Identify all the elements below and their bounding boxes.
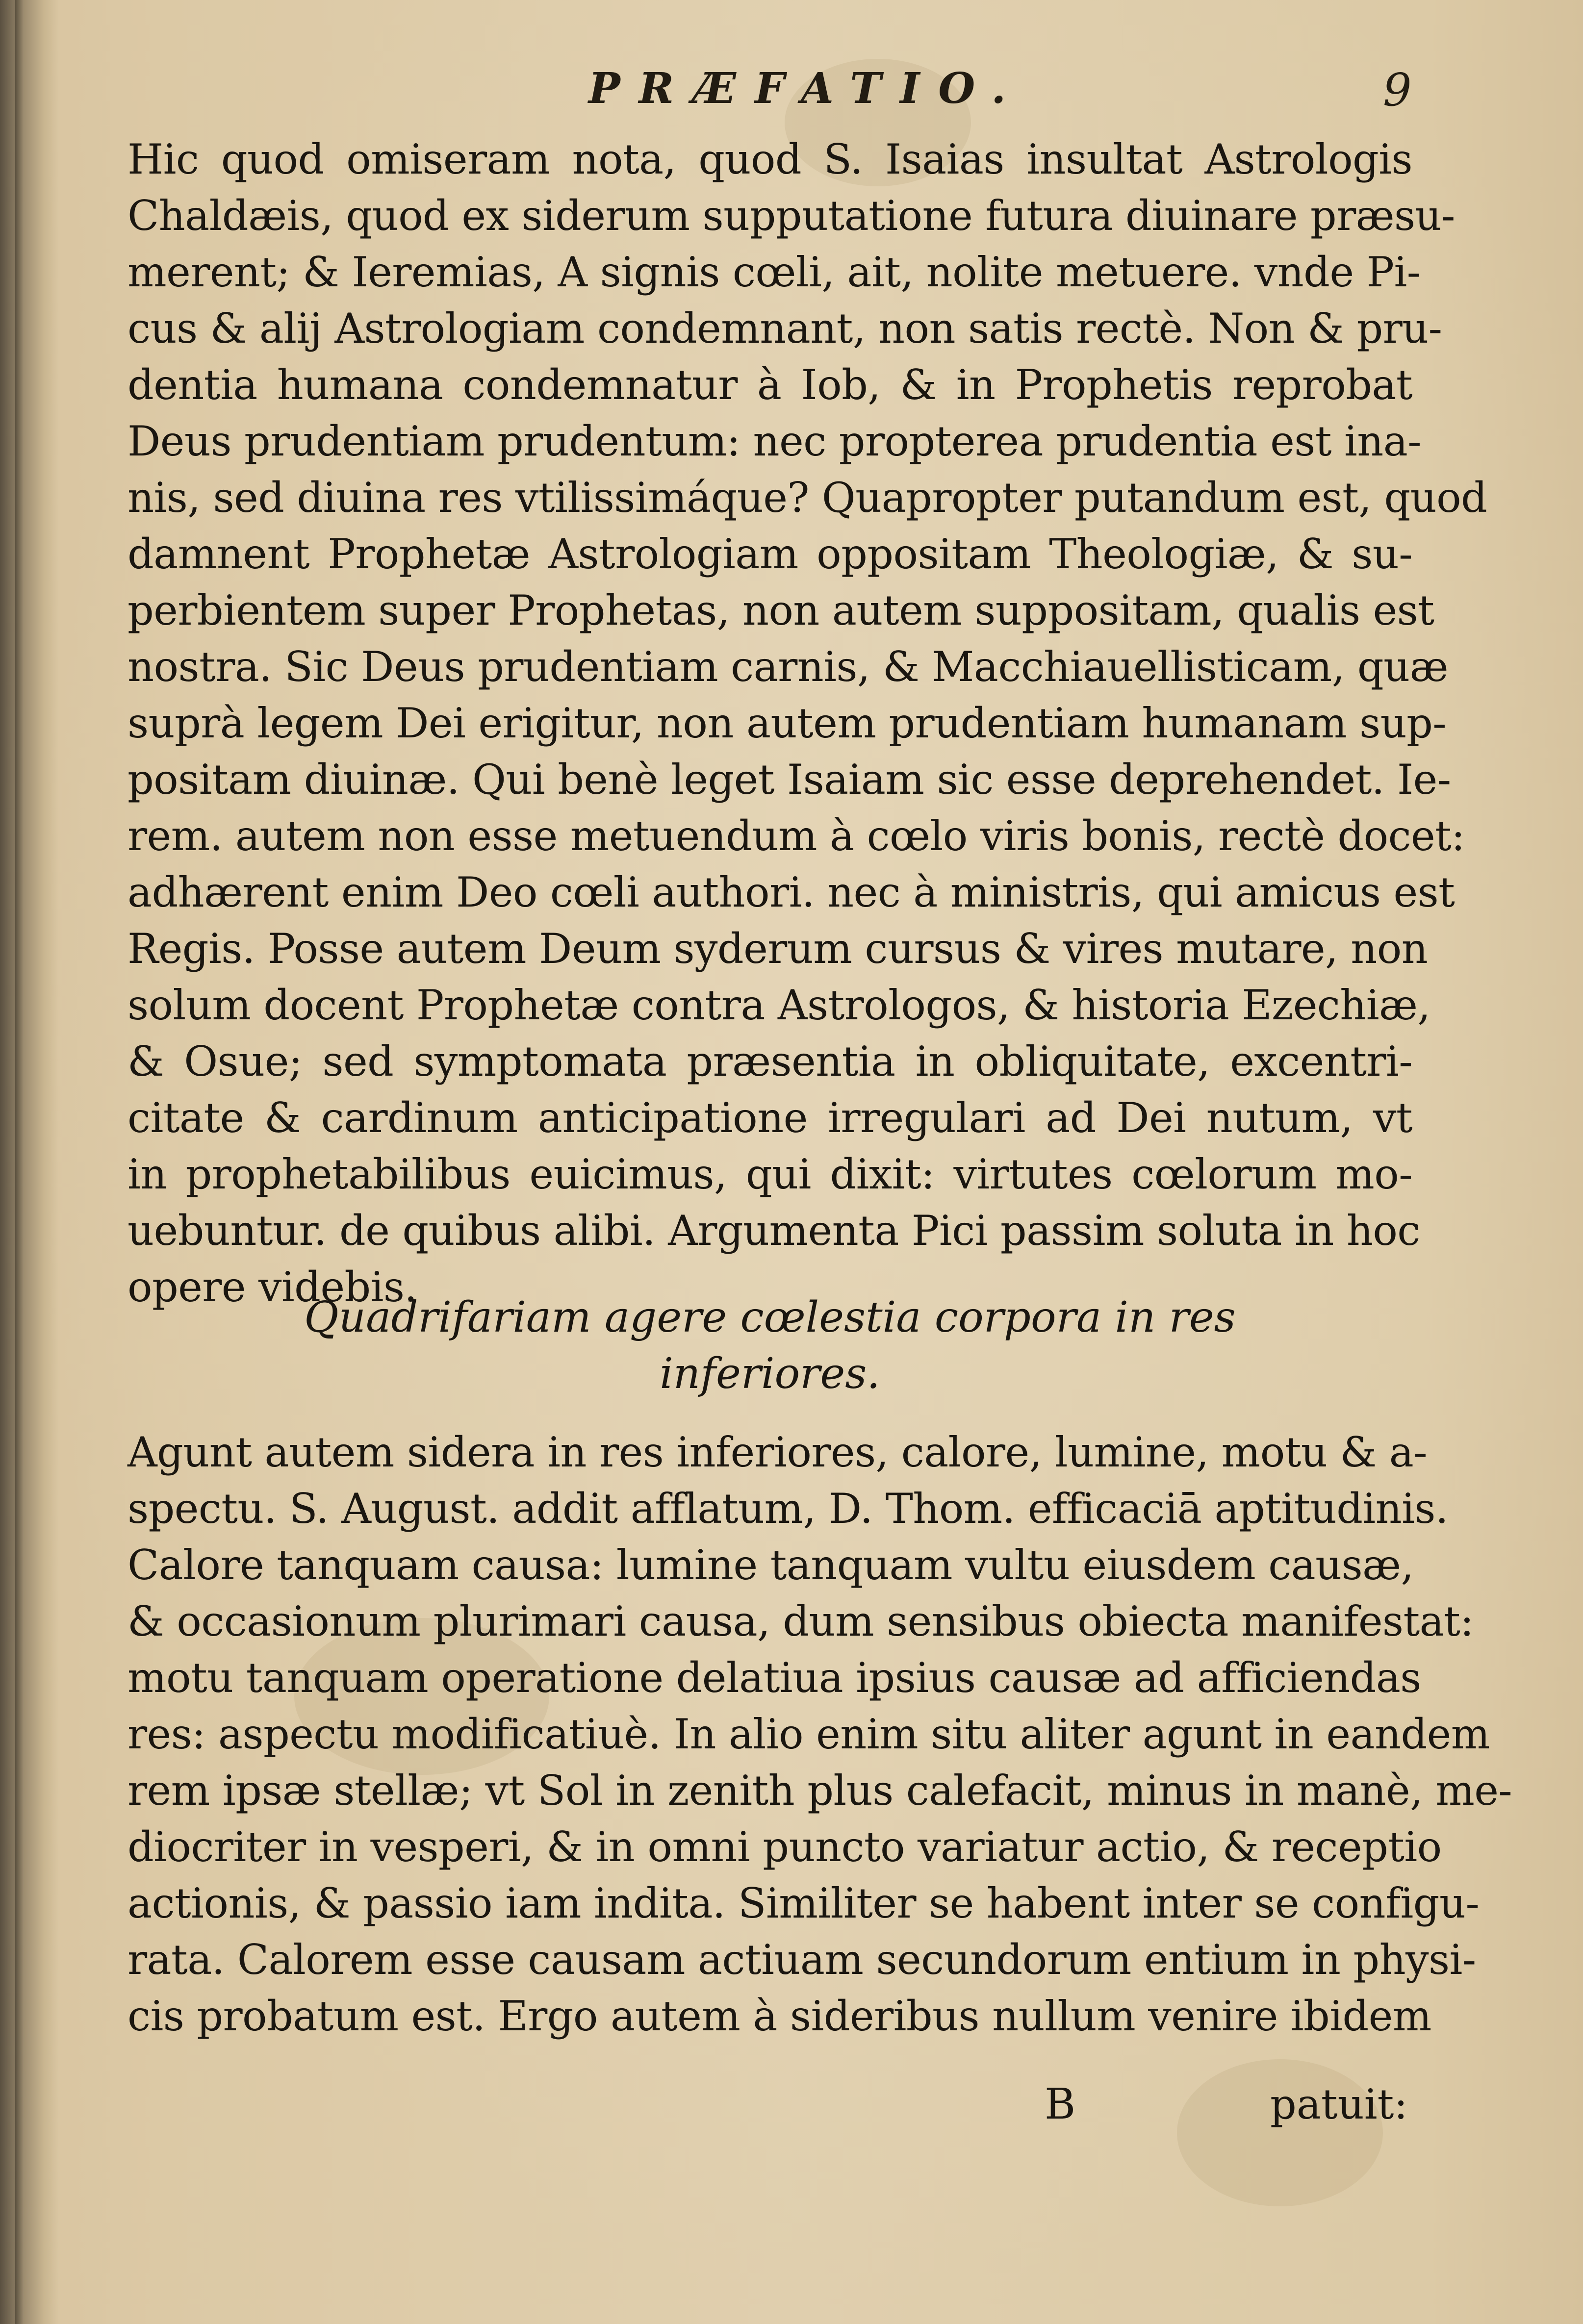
text-line: damnent Prophetæ Astrologiam oppositam Theologiæ, & su- bbox=[128, 530, 1412, 578]
text-line: dentia humana condemnatur à Iob, & in Prophetis reprobat bbox=[128, 361, 1412, 409]
text-line: Regis. Posse autem Deum syderum cursus & vires mutare, non bbox=[128, 925, 1428, 973]
text-line: motu tanquam operatione delatiua ipsius causæ ad afficiendas bbox=[128, 1654, 1421, 1702]
section-heading-line-2: inferiores. bbox=[660, 1349, 880, 1398]
text-line: opere videbis. bbox=[128, 1263, 417, 1311]
text-line: rem. autem non esse metuendum à cœlo viris bonis, rectè docet: bbox=[128, 812, 1465, 860]
text-line: Hic quod omiseram nota, quod S. Isaias insultat Astrologis bbox=[128, 135, 1412, 183]
text-line: perbientem super Prophetas, non autem suppositam, qualis est bbox=[128, 586, 1434, 634]
text-line: cis probatum est. Ergo autem à sideribus nullum venire ibidem bbox=[128, 1992, 1431, 2040]
text-line: diocriter in vesperi, & in omni puncto variatur actio, & receptio bbox=[128, 1823, 1442, 1871]
text-line: solum docent Prophetæ contra Astrologos, & historia Ezechiæ, bbox=[128, 981, 1430, 1029]
book-gutter bbox=[0, 0, 59, 2324]
paragraph-1 bbox=[128, 131, 1487, 1315]
text-line: nostra. Sic Deus prudentiam carnis, & Macchiauellisticam, quæ bbox=[128, 643, 1448, 691]
text-line: actionis, & passio iam indita. Similiter se habent inter se configu- bbox=[128, 1879, 1480, 1927]
text-line: & Osue; sed symptomata præsentia in obliquitate, excentri- bbox=[128, 1037, 1412, 1086]
text-line: rem ipsæ stellæ; vt Sol in zenith plus calefacit, minus in manè, me- bbox=[128, 1767, 1512, 1815]
text-line: Agunt autem sidera in res inferiores, calore, lumine, motu & a- bbox=[128, 1428, 1427, 1476]
text-line: Deus prudentiam prudentum: nec propterea prudentia est ina- bbox=[128, 417, 1421, 465]
text-line: rata. Calorem esse causam actiuam secundorum entium in physi- bbox=[128, 1936, 1476, 1984]
text-line: Calore tanquam causa: lumine tanquam vultu eiusdem causæ, bbox=[128, 1541, 1414, 1589]
text-line: adhærent enim Deo cœli authori. nec à ministris, qui amicus est bbox=[128, 868, 1455, 916]
running-head: PRÆFATIO. bbox=[588, 64, 1025, 113]
paragraph-2 bbox=[128, 1424, 1512, 2045]
signature-mark: B bbox=[1045, 2080, 1076, 2129]
text-line: suprà legem Dei erigitur, non autem prudentiam humanam sup- bbox=[128, 699, 1447, 747]
text-line: res: aspectu modificatiuè. In alio enim situ aliter agunt in eandem bbox=[128, 1710, 1490, 1758]
text-line: uebuntur. de quibus alibi. Argumenta Pici passim soluta in hoc bbox=[128, 1207, 1420, 1255]
text-line: & occasionum plurimari causa, dum sensibus obiecta manifestat: bbox=[128, 1597, 1474, 1645]
text-line: cus & alij Astrologiam condemnant, non satis rectè. Non & pru- bbox=[128, 304, 1442, 353]
text-line: spectu. S. August. addit afflatum, D. Thom. efficaciā aptitudinis. bbox=[128, 1485, 1449, 1533]
text-line: positam diuinæ. Qui benè leget Isaiam sic esse deprehendet. Ie- bbox=[128, 756, 1451, 804]
text-line: citate & cardinum anticipatione irregulari ad Dei nutum, vt bbox=[128, 1094, 1412, 1142]
text-line: in prophetabilibus euicimus, qui dixit: virtutes cœlorum mo- bbox=[128, 1150, 1412, 1198]
page-number: 9 bbox=[1383, 64, 1412, 116]
text-line: nis, sed diuina res vtilissimáque? Quapropter putandum est, quod bbox=[128, 474, 1487, 522]
text-line: Chaldæis, quod ex siderum supputatione futura diuinare præsu- bbox=[128, 192, 1455, 240]
catchword: patuit: bbox=[1270, 2080, 1408, 2128]
gutter-shadow bbox=[15, 0, 24, 2324]
section-heading-line-1: Quadrifariam agere cœlestia corpora in res bbox=[304, 1293, 1236, 1342]
text-line: merent; & Ieremias, A signis cœli, ait, nolite metuere. vnde Pi- bbox=[128, 248, 1421, 296]
